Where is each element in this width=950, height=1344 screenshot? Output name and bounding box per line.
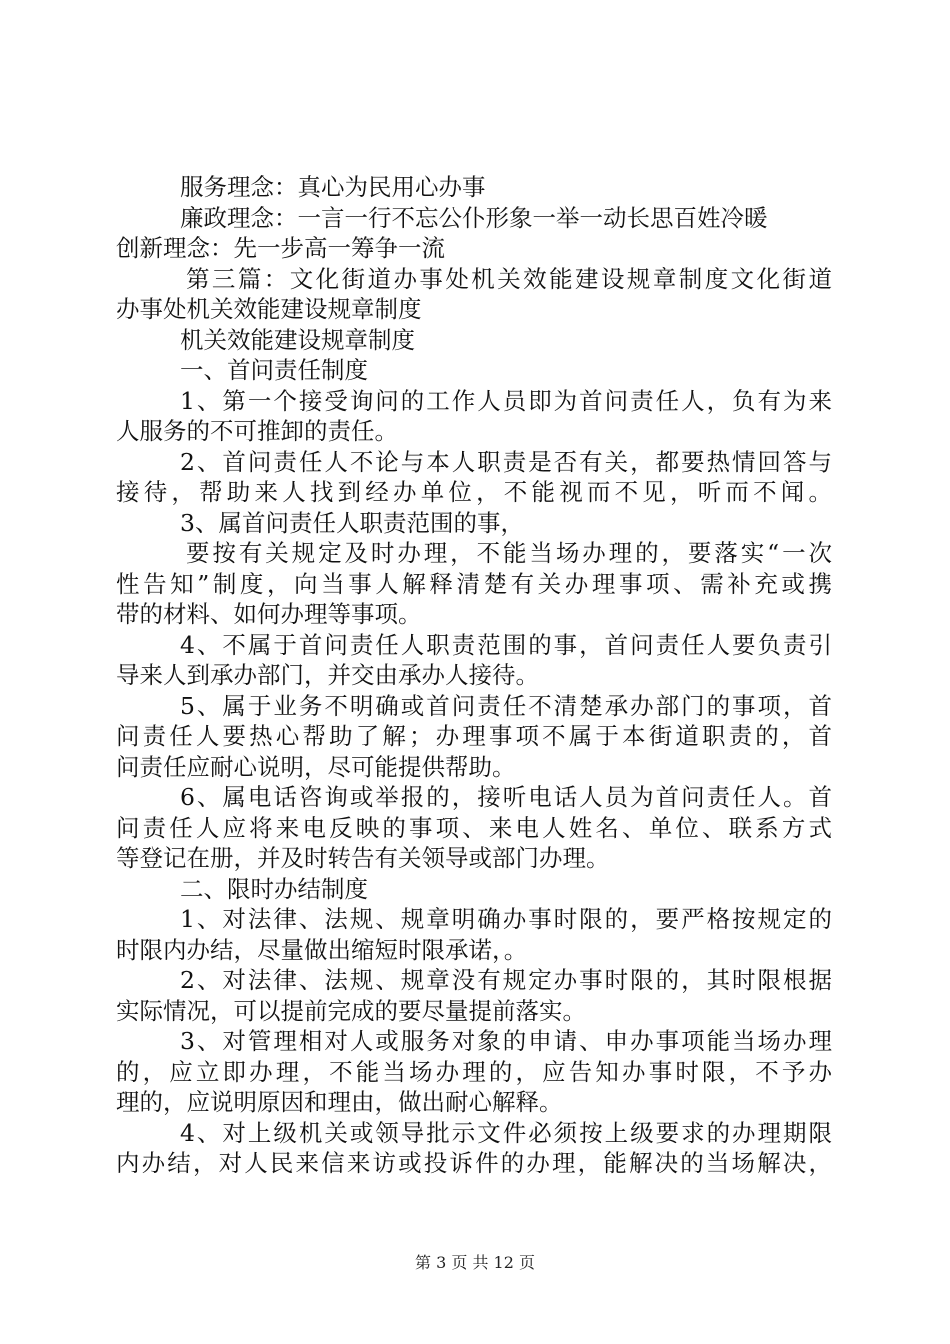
document-body: [116, 172, 832, 1179]
text-line: 2、对法律、法规、规章没有规定办事时限的，其时限根据: [180, 966, 832, 994]
text-line: 导来人到承办部门，并交由承办人接待。: [116, 661, 539, 689]
text-line: 1、第一个接受询问的工作人员即为首问责任人，负有为来: [180, 386, 832, 415]
text-line: 性告知”制度，向当事人解释清楚有关办理事项、需补充或携: [116, 569, 832, 598]
text-line: 接待，帮助来人找到经办单位，不能视而不见，听而不闻。: [116, 478, 832, 506]
text-line: 人服务的不可推卸的责任。: [116, 417, 398, 445]
text-line: 廉政理念：一言一行不忘公仆形象一举一动长思百姓冷暖: [180, 203, 768, 232]
text-line: 1、对法律、法规、规章明确办事时限的，要严格按规定的: [180, 905, 832, 933]
text-line: 4、对上级机关或领导批示文件必须按上级要求的办理期限: [180, 1118, 832, 1147]
text-line: 第三篇：文化街道办事处机关效能建设规章制度文化街道: [186, 264, 832, 293]
text-line: 的，应立即办理，不能当场办理的，应告知办事时限，不予办: [116, 1057, 832, 1086]
section-heading: 二、限时办结制度: [180, 874, 368, 903]
text-line: 问责任人要热心帮助了解；办理事项不属于本街道职责的，首: [116, 722, 832, 750]
text-line: 理的，应说明原因和理由，做出耐心解释。: [116, 1088, 563, 1116]
text-line: 带的材料、如何办理等事项。: [116, 600, 422, 628]
text-line: 问责任人应将来电反映的事项、来电人姓名、单位、联系方式: [116, 813, 832, 842]
text-line: 时限内办结，尽量做出缩短时限承诺，。: [116, 935, 528, 964]
text-line: 5、属于业务不明确或首问责任不清楚承办部门的事项，首: [180, 691, 832, 720]
text-line: 要按有关规定及时办理，不能当场办理的，要落实“一次: [186, 539, 832, 567]
section-heading: 一、首问责任制度: [180, 356, 368, 384]
text-line: 实际情况，可以提前完成的要尽量提前落实。: [116, 996, 586, 1025]
text-line: 2、首问责任人不论与本人职责是否有关，都要热情回答与: [180, 447, 832, 476]
text-line: 等登记在册，并及时转告有关领导或部门办理。: [116, 844, 610, 872]
text-line: 服务理念：真心为民用心办事: [180, 173, 486, 201]
text-line: 办事处机关效能建设规章制度: [116, 295, 422, 323]
text-line: 机关效能建设规章制度: [180, 325, 415, 354]
text-line: 6、属电话咨询或举报的，接听电话人员为首问责任人。首: [180, 783, 832, 811]
text-line: 4、不属于首问责任人职责范围的事，首问责任人要负责引: [180, 630, 832, 659]
text-line: 内办结，对人民来信来访或投诉件的办理，能解决的当场解决，: [116, 1149, 832, 1177]
text-line: 3、属首问责任人职责范围的事，: [180, 508, 524, 537]
text-line: 创新理念：先一步高一筹争一流: [116, 234, 445, 262]
page-number-footer: 第 3 页 共 12 页: [415, 1253, 535, 1272]
text-line: 问责任应耐心说明，尽可能提供帮助。: [116, 752, 516, 781]
text-line: 3、对管理相对人或服务对象的申请、申办事项能当场办理: [180, 1027, 832, 1055]
